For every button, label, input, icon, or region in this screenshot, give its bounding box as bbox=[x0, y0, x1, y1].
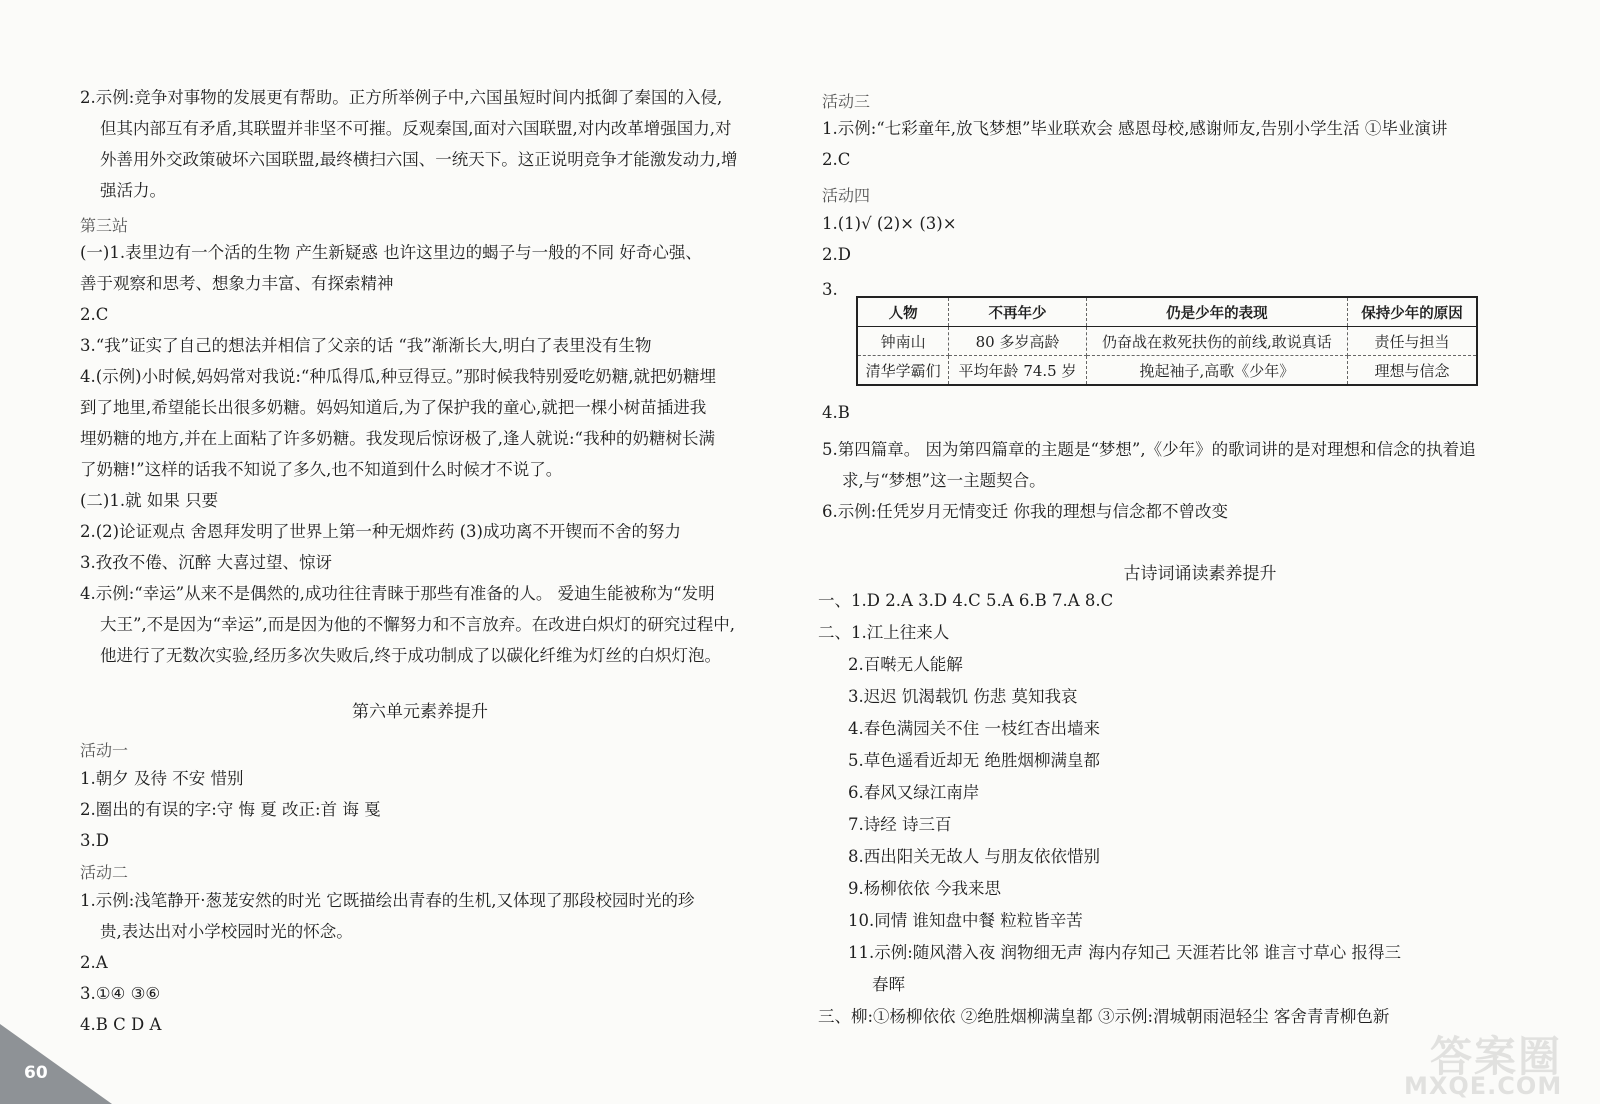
text-line: 7.诗经 诗三百 bbox=[848, 815, 952, 834]
text-line: 外善用外交政策破坏六国联盟,最终横扫六国、一统天下。这正说明竞争才能激发动力,增 bbox=[100, 150, 738, 169]
text-line: 3.“我”证实了自己的想法并相信了父亲的话 “我”渐渐长大,明白了表里没有生物 bbox=[80, 336, 652, 355]
section-heading-activity3: 活动三 bbox=[822, 92, 871, 111]
text-line: 3.迟迟 饥渴载饥 伤悲 莫知我哀 bbox=[848, 687, 1078, 706]
text-line: 2.示例:竞争对事物的发展更有帮助。正方所举例子中,六国虽短时间内抵御了秦国的入侵, bbox=[80, 88, 723, 107]
text-line: 2.圈出的有误的字:守 悔 夏 改正:首 诲 戛 bbox=[80, 800, 381, 819]
section-heading-activity1: 活动一 bbox=[80, 741, 129, 760]
table-header-row bbox=[857, 297, 1477, 327]
text-line: 善于观察和思考、想象力丰富、有探索精神 bbox=[80, 274, 394, 293]
text-line: 一、1.D 2.A 3.D 4.C 5.A 6.B 7.A 8.C bbox=[818, 591, 1114, 610]
section-heading-station3: 第三站 bbox=[80, 216, 129, 235]
table-cell: 仍奋战在救死扶伤的前线,敢说真话 bbox=[1086, 327, 1347, 356]
text-line: 2.C bbox=[822, 150, 851, 169]
text-line: 2.C bbox=[80, 305, 109, 324]
text-line: 3.①④ ③⑥ bbox=[80, 984, 161, 1003]
section-title-unit6: 第六单元素养提升 bbox=[352, 702, 488, 722]
text-line: 他进行了无数次实验,经历多次失败后,终于成功制成了以碳化纤维为灯丝的白炽灯泡。 bbox=[100, 646, 721, 665]
section-title-poetry: 古诗词诵读素养提升 bbox=[1123, 564, 1277, 584]
text-line: 3. bbox=[822, 280, 838, 299]
text-line: 但其内部互有矛盾,其联盟并非坚不可摧。反观秦国,面对六国联盟,对内改革增强国力,对 bbox=[100, 119, 732, 138]
text-line: (二)1.就 如果 只要 bbox=[80, 491, 219, 510]
text-line: 3.D bbox=[80, 831, 109, 850]
text-line: 6.春风又绿江南岸 bbox=[848, 783, 980, 802]
text-line: 4.B C D A bbox=[80, 1015, 162, 1034]
text-line: 了奶糖!”这样的话我不知说了多久,也不知道到什么时候才不说了。 bbox=[80, 460, 563, 479]
text-line: 4.春色满园关不住 一枝红杏出墙来 bbox=[848, 719, 1100, 738]
watermark-bottom: MXQE.COM bbox=[1404, 1072, 1563, 1100]
text-line: 1.示例:浅笔静开·葱茏安然的时光 它既描绘出青春的生机,又体现了那段校园时光的珍 bbox=[80, 891, 695, 910]
text-line: 11.示例:随风潜入夜 润物细无声 海内存知己 天涯若比邻 谁言寸草心 报得三 bbox=[848, 943, 1402, 962]
table-cell: 平均年龄 74.5 岁 bbox=[949, 356, 1087, 386]
text-line: 三、柳:①杨柳依依 ②绝胜烟柳满皇都 ③示例:渭城朝雨浥轻尘 客舍青青柳色新 bbox=[818, 1007, 1390, 1026]
text-line: 埋奶糖的地方,并在上面粘了许多奶糖。我发现后惊讶极了,逢人就说:“我种的奶糖树长满 bbox=[80, 429, 715, 448]
text-line: 4.B bbox=[822, 403, 850, 422]
text-line: 2.D bbox=[822, 245, 851, 264]
text-line: 1.朝夕 及待 不安 惜别 bbox=[80, 769, 244, 788]
text-line: (一)1.表里边有一个活的生物 产生新疑惑 也许这里边的蝎子与一般的不同 好奇心强、 bbox=[80, 243, 702, 262]
text-line: 1.示例:“七彩童年,放飞梦想”毕业联欢会 感恩母校,感谢师友,告别小学生活 ①毕业演讲 bbox=[822, 119, 1448, 138]
page-corner-tab bbox=[0, 1024, 112, 1104]
text-line: 1.(1)√ (2)× (3)× bbox=[822, 214, 957, 233]
text-line: 5.第四篇章。 因为第四篇章的主题是“梦想”,《少年》的歌词讲的是对理想和信念的执着追 bbox=[822, 440, 1476, 459]
table-header: 不再年少 bbox=[949, 297, 1087, 327]
text-line: 强活力。 bbox=[100, 181, 166, 200]
page-number: 60 bbox=[24, 1063, 48, 1083]
table-cell: 挽起袖子,高歌《少年》 bbox=[1086, 356, 1347, 386]
text-line: 求,与“梦想”这一主题契合。 bbox=[842, 471, 1046, 490]
watermark-logo bbox=[1390, 1024, 1590, 1100]
text-line: 2.A bbox=[80, 953, 108, 972]
text-line: 6.示例:任凭岁月无情变迁 你我的理想与信念都不曾改变 bbox=[822, 502, 1229, 521]
table-cell: 责任与担当 bbox=[1347, 327, 1477, 356]
table-cell: 80 多岁高龄 bbox=[949, 327, 1087, 356]
answer-table bbox=[856, 296, 1478, 386]
text-line: 到了地里,希望能长出很多奶糖。妈妈知道后,为了保护我的童心,就把一棵小树苗插进我 bbox=[80, 398, 707, 417]
text-line: 5.草色遥看近却无 绝胜烟柳满皇都 bbox=[848, 751, 1100, 770]
text-line: 8.西出阳关无故人 与朋友依依惜别 bbox=[848, 847, 1100, 866]
table-row bbox=[857, 356, 1477, 386]
text-line: 贵,表达出对小学校园时光的怀念。 bbox=[100, 922, 353, 941]
text-line: 10.同情 谁知盘中餐 粒粒皆辛苦 bbox=[848, 911, 1083, 930]
text-line: 2.(2)论证观点 舍恩拜发明了世界上第一种无烟炸药 (3)成功离不开锲而不舍的努力 bbox=[80, 522, 681, 541]
text-line: 大王”,不是因为“幸运”,而是因为他的不懈努力和不言放弃。在改进白炽灯的研究过程中, bbox=[100, 615, 736, 634]
text-line: 9.杨柳依依 今我来思 bbox=[848, 879, 1001, 898]
text-line: 2.百啭无人能解 bbox=[848, 655, 963, 674]
section-heading-activity4: 活动四 bbox=[822, 186, 871, 205]
text-line: 二、1.江上往来人 bbox=[818, 623, 950, 642]
table-cell: 理想与信念 bbox=[1347, 356, 1477, 386]
table-cell: 清华学霸们 bbox=[857, 356, 949, 386]
text-line: 4.示例:“幸运”从来不是偶然的,成功往往青睐于那些有准备的人。 爱迪生能被称为“发明 bbox=[80, 584, 715, 603]
text-line: 春晖 bbox=[872, 975, 905, 994]
section-heading-activity2: 活动二 bbox=[80, 863, 129, 882]
table-header: 仍是少年的表现 bbox=[1086, 297, 1347, 327]
table-header: 人物 bbox=[857, 297, 949, 327]
text-line: 3.孜孜不倦、沉醉 大喜过望、惊讶 bbox=[80, 553, 332, 572]
table-header: 保持少年的原因 bbox=[1347, 297, 1477, 327]
text-line: 4.(示例)小时候,妈妈常对我说:“种瓜得瓜,种豆得豆。”那时候我特别爱吃奶糖,就把奶糖埋 bbox=[80, 367, 717, 386]
table-cell: 钟南山 bbox=[857, 327, 949, 356]
table-row bbox=[857, 327, 1477, 356]
watermark-top: 答案圈 bbox=[1430, 1032, 1563, 1081]
